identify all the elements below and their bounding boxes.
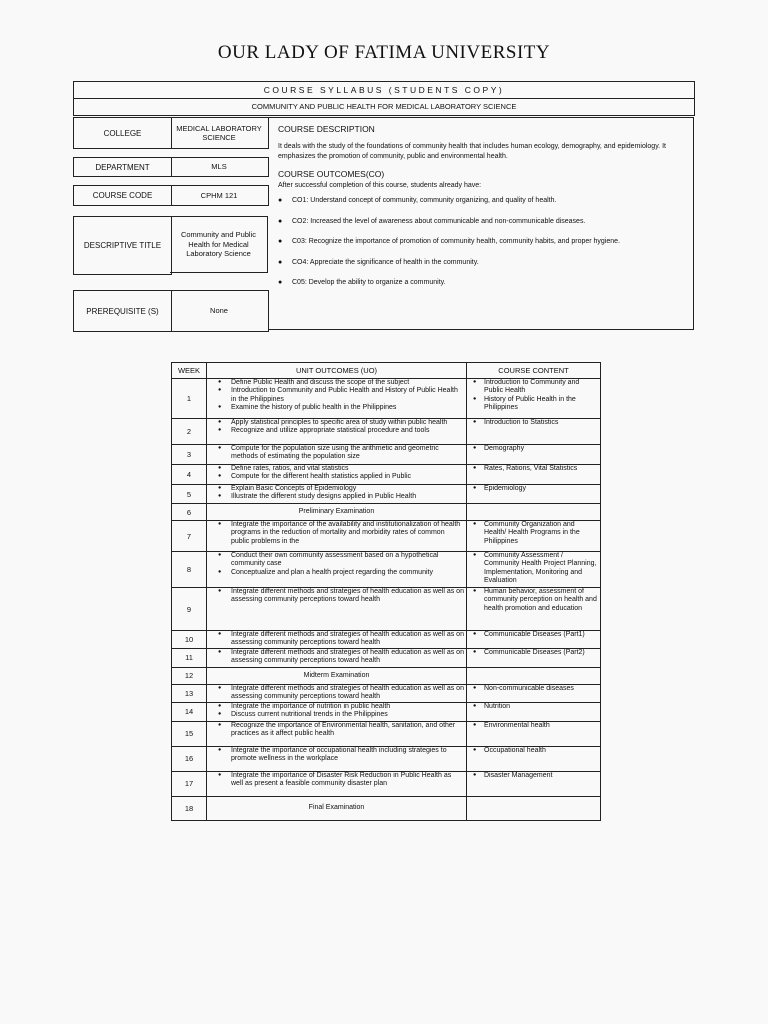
college-label: COLLEGE [73, 117, 172, 149]
course-content-cell [467, 771, 601, 796]
course-code-label: COURSE CODE [73, 185, 172, 206]
unit-outcomes-list [209, 485, 464, 502]
course-content-cell [467, 721, 601, 746]
week-cell: 13 [172, 684, 207, 702]
course-content-item: ● Human behavior, assessment of community perception on health and health promotion and education [469, 588, 598, 613]
unit-outcomes-list [209, 419, 464, 436]
week-cell: 14 [172, 702, 207, 721]
syllabus-header [73, 81, 695, 116]
unit-outcome-item: ● Define Public Health and discuss the scope of the subject [209, 379, 464, 387]
unit-outcomes-list [209, 703, 464, 720]
course-content-item: ● Disaster Management [469, 772, 598, 780]
week-cell: 8 [172, 552, 207, 588]
unit-outcome-item: ● Explain Basic Concepts of Epidemiology [209, 485, 464, 493]
course-content-list [469, 465, 598, 473]
table-row [172, 721, 601, 746]
course-content-list [469, 772, 598, 780]
university-title: OUR LADY OF FATIMA UNIVERSITY [217, 42, 551, 63]
unit-outcomes-list [209, 465, 464, 482]
course-code-value: CPHM 121 [170, 185, 269, 206]
table-row [172, 465, 601, 485]
course-content-cell [467, 796, 601, 820]
unit-outcome-item: ● Integrate different methods and strategies of health education as well as on assessing community perceptions toward health [209, 588, 464, 605]
unit-outcomes-cell [207, 521, 467, 552]
table-row [172, 746, 601, 771]
table-row [172, 379, 601, 419]
course-description-box [268, 117, 694, 330]
course-content-cell [467, 552, 601, 588]
unit-outcomes-list [209, 631, 464, 648]
table-header-row [172, 363, 601, 379]
course-content-list [469, 521, 598, 546]
unit-outcome-item: ● Integrate the importance of Disaster Risk Reduction in Public Health as well as present a feasible community disaster plan [209, 772, 464, 789]
week-cell: 15 [172, 721, 207, 746]
table-row [172, 631, 601, 649]
course-content-list [469, 485, 598, 493]
unit-outcomes-cell [207, 379, 467, 419]
course-content-cell [467, 684, 601, 702]
week-cell: 9 [172, 588, 207, 631]
course-content-item: ● Communicable Diseases (Part1) [469, 631, 598, 639]
table-row [172, 485, 601, 504]
descriptive-title-value: Community and Public Health for Medical Laboratory Science [170, 216, 268, 273]
course-outcomes-heading: COURSE OUTCOMES(CO) [278, 169, 385, 180]
unit-outcomes-list [209, 445, 464, 462]
course-content-item: ● Non-communicable diseases [469, 685, 598, 693]
unit-outcomes-cell [207, 552, 467, 588]
course-content-item: ● Community Assessment / Community Health Project Planning, Implementation, Monitoring and Evaluation [469, 552, 598, 586]
department-value: MLS [170, 157, 269, 177]
course-outcome-item: ● C05: Develop the ability to organize a community. [278, 278, 683, 287]
table-body [172, 379, 601, 821]
unit-outcome-item: ● Apply statistical principles to specific area of study within public health [209, 419, 464, 427]
exam-cell: Preliminary Examination [207, 504, 467, 521]
unit-outcomes-cell [207, 485, 467, 504]
week-cell: 10 [172, 631, 207, 649]
course-content-cell [467, 445, 601, 465]
unit-outcomes-list [209, 747, 464, 764]
course-content-item: ● Community Organization and Health/ Health Programs in the Philippines [469, 521, 598, 546]
course-content-list [469, 685, 598, 693]
course-content-list [469, 649, 598, 657]
department-label: DEPARTMENT [73, 157, 172, 177]
course-info-block [73, 117, 695, 331]
syllabus-title: COURSE SYLLABUS (STUDENTS COPY) [73, 81, 695, 99]
week-cell: 3 [172, 445, 207, 465]
table-row [172, 702, 601, 721]
unit-outcome-item: ● Introduction to Community and Public Health and History of Public Health in the Philippines [209, 387, 464, 404]
course-content-list [469, 419, 598, 427]
unit-outcomes-cell [207, 771, 467, 796]
unit-outcomes-cell [207, 445, 467, 465]
course-content-cell [467, 504, 601, 521]
unit-outcomes-cell [207, 702, 467, 721]
course-content-item: ● Occupational health [469, 747, 598, 755]
course-content-item: ● Epidemiology [469, 485, 598, 493]
week-cell: 1 [172, 379, 207, 419]
table-row [172, 796, 601, 820]
table-row [172, 504, 601, 521]
course-content-cell [467, 667, 601, 684]
unit-outcomes-cell [207, 721, 467, 746]
unit-outcome-item: ● Compute for the different health statistics applied in Public [209, 473, 464, 481]
table-row [172, 419, 601, 445]
table-row [172, 552, 601, 588]
college-value: MEDICAL LABORATORY SCIENCE [170, 117, 269, 149]
course-outcome-item: ● CO2: Increased the level of awareness about communicable and non-communicable diseases. [278, 217, 683, 226]
table-row [172, 588, 601, 631]
course-content-item: ● Communicable Diseases (Part2) [469, 649, 598, 657]
course-content-list [469, 588, 598, 613]
weekly-outcomes-table [171, 362, 601, 821]
unit-outcomes-list [209, 588, 464, 605]
unit-outcome-item: ● Examine the history of public health in the Philippines [209, 404, 464, 412]
table-row [172, 445, 601, 465]
course-content-list [469, 703, 598, 711]
week-cell: 7 [172, 521, 207, 552]
unit-outcome-item: ● Recognize and utilize appropriate statistical procedure and tools [209, 427, 464, 435]
week-cell: 12 [172, 667, 207, 684]
course-outcomes-list [278, 196, 683, 287]
course-content-item: ● Environmental health [469, 722, 598, 730]
course-content-list [469, 445, 598, 453]
table-row [172, 667, 601, 684]
week-cell: 4 [172, 465, 207, 485]
course-content-item: ● Demography [469, 445, 598, 453]
unit-outcomes-list [209, 649, 464, 666]
unit-outcomes-list [209, 685, 464, 702]
unit-outcome-item: ● Integrate the importance of the availability and institutionalization of health programs in the reduction of mortality and morbidity rates of common public problems in the [209, 521, 464, 546]
course-content-item: ● Introduction to Community and Public Health [469, 379, 598, 396]
course-description-heading: COURSE DESCRIPTION [278, 124, 375, 134]
unit-outcome-item: ● Recognize the importance of Environmental health, sanitation, and other practices as it affect public health [209, 722, 464, 739]
course-description-text: It deals with the study of the foundations of community health that includes human ecology, demography, and epidemiology. It emphasizes the promotion of community, public and environmental health. [278, 143, 666, 160]
course-content-item: ● Nutrition [469, 703, 598, 711]
unit-outcomes-list [209, 722, 464, 739]
course-content-column-header: COURSE CONTENT [467, 363, 601, 379]
unit-outcomes-cell [207, 746, 467, 771]
course-content-item: ● Rates, Rations, Vital Statistics [469, 465, 598, 473]
week-cell: 6 [172, 504, 207, 521]
unit-outcomes-cell [207, 684, 467, 702]
course-content-cell [467, 485, 601, 504]
unit-outcome-item: ● Integrate the importance of nutrition in public health [209, 703, 464, 711]
week-cell: 16 [172, 746, 207, 771]
table-row [172, 771, 601, 796]
unit-outcomes-list [209, 772, 464, 789]
table-row [172, 648, 601, 667]
descriptive-title-label: DESCRIPTIVE TITLE [73, 216, 172, 275]
week-cell: 2 [172, 419, 207, 445]
course-content-list [469, 379, 598, 413]
unit-outcomes-cell [207, 419, 467, 445]
prerequisite-label: PREREQUISITE (S) [73, 290, 172, 332]
course-content-cell [467, 746, 601, 771]
unit-outcomes-cell [207, 648, 467, 667]
unit-outcome-item: ● Compute for the population size using the arithmetic and geometric methods of estimating the population size [209, 445, 464, 462]
course-outcome-item: ● CO4: Appreciate the significance of health in the community. [278, 258, 683, 267]
unit-outcome-item: ● Integrate the importance of occupational health including strategies to promote wellness in the workplace [209, 747, 464, 764]
unit-outcome-item: ● Illustrate the different study designs applied in Public Health [209, 493, 464, 501]
course-content-cell [467, 648, 601, 667]
unit-outcomes-column-header: UNIT OUTCOMES (UO) [207, 363, 467, 379]
exam-cell: Midterm Examination [207, 667, 467, 684]
unit-outcomes-cell [207, 465, 467, 485]
unit-outcome-item: ● Integrate different methods and strategies of health education as well as on assessing community perceptions toward health [209, 649, 464, 666]
course-content-cell [467, 521, 601, 552]
week-column-header: WEEK [172, 363, 207, 379]
course-outcomes-intro: After successful completion of this course, students already have: [278, 181, 482, 189]
course-outcome-item: ● C03: Recognize the importance of promotion of community health, community habits, and proper hygiene. [278, 237, 683, 246]
week-cell: 17 [172, 771, 207, 796]
unit-outcome-item: ● Conceptualize and plan a health project regarding the community [209, 569, 464, 577]
course-outcome-item: ● CO1: Understand concept of community, community organizing, and quality of health. [278, 196, 683, 205]
table-row [172, 684, 601, 702]
course-content-cell [467, 419, 601, 445]
week-cell: 5 [172, 485, 207, 504]
course-content-list [469, 631, 598, 639]
prerequisite-value: None [170, 290, 269, 332]
course-content-cell [467, 379, 601, 419]
course-content-cell [467, 631, 601, 649]
unit-outcome-item: ● Integrate different methods and strategies of health education as well as on assessing community perceptions toward health [209, 685, 464, 702]
course-content-cell [467, 588, 601, 631]
course-content-cell [467, 702, 601, 721]
exam-cell: Final Examination [207, 796, 467, 820]
unit-outcome-item: ● Integrate different methods and strategies of health education as well as on assessing community perceptions toward health [209, 631, 464, 648]
unit-outcomes-list [209, 379, 464, 413]
course-content-list [469, 747, 598, 755]
course-content-item: ● History of Public Health in the Philippines [469, 396, 598, 413]
unit-outcomes-list [209, 552, 464, 577]
unit-outcomes-list [209, 521, 464, 546]
unit-outcomes-cell [207, 588, 467, 631]
unit-outcome-item: ● Discuss current nutritional trends in the Philippines [209, 711, 464, 719]
course-content-item: ● Introduction to Statistics [469, 419, 598, 427]
course-content-list [469, 722, 598, 730]
unit-outcomes-cell [207, 631, 467, 649]
course-full-title: COMMUNITY AND PUBLIC HEALTH FOR MEDICAL LABORATORY SCIENCE [73, 99, 695, 116]
course-content-cell [467, 465, 601, 485]
week-cell: 18 [172, 796, 207, 820]
table-row [172, 521, 601, 552]
course-content-list [469, 552, 598, 586]
unit-outcome-item: ● Define rates, ratios, and vital statistics [209, 465, 464, 473]
unit-outcome-item: ● Conduct their own community assessment based on a hypothetical community case [209, 552, 464, 569]
week-cell: 11 [172, 648, 207, 667]
